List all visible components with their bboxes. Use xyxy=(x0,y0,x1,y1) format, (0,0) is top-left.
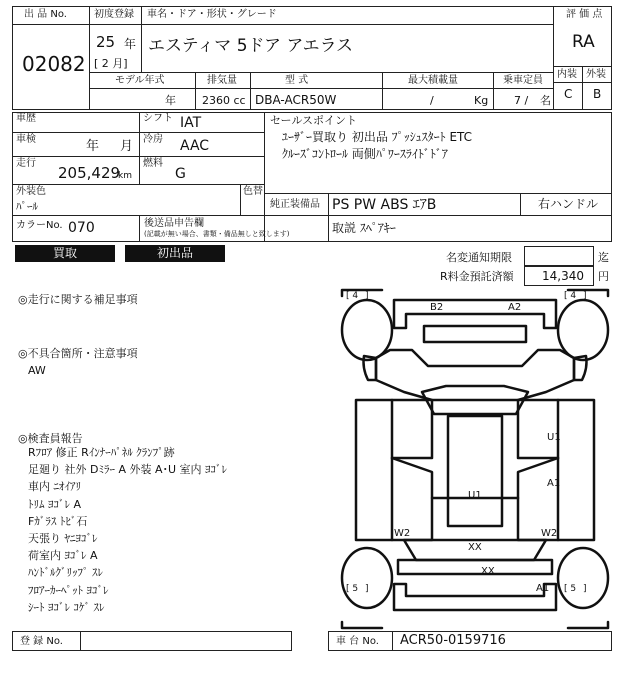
defects-heading: ◎不具合箇所・注意事項 xyxy=(18,347,138,360)
mark-a1-right: A1 xyxy=(547,478,561,489)
displacement-label: 排気量 xyxy=(207,75,237,86)
capacity-label: 乗車定員 xyxy=(503,75,543,86)
recycle-amount: 14,340 xyxy=(542,269,584,283)
recycle-unit: 円 xyxy=(598,270,609,283)
front-right-tag-close: ] xyxy=(582,291,587,301)
equipment-div-2 xyxy=(520,193,521,215)
svg-text:[ 5 ] xyxy=(346,584,368,594)
front-left-tag-close: ] xyxy=(364,291,369,301)
details-rule-5 xyxy=(12,215,612,216)
mark-a2: A2 xyxy=(508,302,522,313)
model-label: 型 式 xyxy=(285,75,309,86)
svg-text:[ 4 ] xyxy=(346,291,368,301)
chassis-label: 車 台 No. xyxy=(336,636,379,647)
details-rule-2 xyxy=(12,156,264,157)
model-year-unit: 年 xyxy=(165,94,176,107)
car-diagram xyxy=(338,288,612,630)
color-no-div xyxy=(139,215,140,242)
steering-value: 右ハンドル xyxy=(538,197,599,211)
front-left-tag: [ 4 xyxy=(346,291,361,301)
inspector-line: Fｶﾞﾗｽ ﾄﾋﾞ石 xyxy=(28,514,88,528)
inspector-line: 荷室内 ﾖｺﾞﾚ A xyxy=(28,549,98,563)
capacity-unit: 名 xyxy=(540,94,551,107)
registration-label: 登 録 No. xyxy=(20,636,63,647)
model-code: DBA-ACR50W xyxy=(255,93,337,107)
recycle-label: R料金預託済額 xyxy=(440,270,514,283)
color-no-label: カラーNo. xyxy=(16,220,63,231)
displacement-value: 2360 cc xyxy=(202,94,246,107)
inspector-line: ﾊﾝﾄﾞﾙｸﾞﾘｯﾌﾟ ｽﾚ xyxy=(28,566,103,580)
inspector-line: 車内 ﾆｵｲｱﾘ xyxy=(28,480,81,494)
grade-rule xyxy=(553,82,612,83)
interior-grade: C xyxy=(564,87,573,101)
inspector-line: Rﾌﾛｱ 修正 Rｲﾝﾅｰﾊﾟﾈﾙ ｸﾗﾝﾌﾟ跡 xyxy=(28,446,175,459)
chassis-number: ACR50-0159716 xyxy=(400,633,506,648)
exterior-label: 外装 xyxy=(586,69,606,80)
first-reg-month: [ 2 月] xyxy=(94,57,128,70)
chassis-div xyxy=(392,631,393,651)
capacity-value: 7 / xyxy=(514,94,529,107)
max-load-sep: / xyxy=(430,94,434,107)
inspection-year: 年 xyxy=(86,139,100,154)
spec-div-4 xyxy=(493,72,494,110)
inspector-line: ﾄﾘﾑ ﾖｺﾞﾚ A xyxy=(28,497,82,511)
first-reg-label: 初度登録 xyxy=(94,9,134,20)
spec-div-2 xyxy=(250,72,251,110)
exterior-color-label: 外装色 xyxy=(16,186,46,197)
car-name-label: 車名・ドア・形状・グレード xyxy=(147,9,277,20)
name-change-label: 名変通知期限 xyxy=(446,251,512,264)
lot-label-rule xyxy=(12,24,89,25)
svg-text:[ 4 ] xyxy=(564,291,586,301)
manual-spare: 取説 ｽﾍﾟｱｷｰ xyxy=(332,221,396,235)
mileage-unit: km xyxy=(118,171,132,181)
color-no-value: 070 xyxy=(68,220,95,236)
ac-label: 冷房 xyxy=(143,134,163,145)
color-change-div-a xyxy=(240,184,241,215)
equipment-div-1 xyxy=(328,193,329,242)
svg-text:[ 5 ] xyxy=(564,584,586,594)
sales-points-line2: ｸﾙｰｽﾞｺﾝﾄﾛｰﾙ 両側ﾊﾟﾜｰｽﾗｲﾄﾞﾄﾞｱ xyxy=(282,147,448,161)
shift-label: シフト xyxy=(143,113,173,124)
rear-right-tag: [ 5 xyxy=(564,584,579,594)
equipment-label: 純正装備品 xyxy=(270,199,320,210)
inspector-line: ﾌﾛｱｰｶｰﾍﾟｯﾄ ﾖｺﾞﾚ xyxy=(28,583,109,597)
ac-value: AAC xyxy=(180,138,210,154)
mileage-label: 走行 xyxy=(16,158,36,169)
name-change-box xyxy=(524,246,594,266)
mileage-value: 205,429 xyxy=(58,164,121,182)
aftermarket-label: 後送品申告欄 xyxy=(144,218,204,229)
mark-u1-right: U1 xyxy=(547,432,561,443)
spec-top-rule xyxy=(89,72,553,73)
name-change-unit: 迄 xyxy=(598,251,609,264)
score-label: 評 価 点 xyxy=(566,9,603,20)
first-reg-rule xyxy=(89,24,553,25)
inspector-heading: ◎検査員報告 xyxy=(18,432,83,445)
mark-xx-rear: XX xyxy=(481,566,495,577)
inspector-line: 足廻り 社外 Dﾐﾗｰ A 外装 A･U 室内 ﾖｺﾞﾚ xyxy=(28,463,228,477)
front-right-tag: [ 4 xyxy=(564,291,579,301)
equipment-value: PS PW ABS ｴｱB xyxy=(332,197,437,213)
details-div-1 xyxy=(139,112,140,184)
details-div-2 xyxy=(264,112,265,242)
sales-points-line1: ﾕｰｻﾞｰ買取り 初出品 ﾌﾟｯｼｭｽﾀｰﾄ ETC xyxy=(282,130,473,144)
score-divider xyxy=(553,6,554,110)
lot-label: 出 品 No. xyxy=(24,9,67,20)
score-mid-divider xyxy=(582,66,583,110)
max-load-label: 最大積載量 xyxy=(408,75,458,86)
max-load-unit: Kg xyxy=(474,94,489,107)
mark-a1-rear: A1 xyxy=(536,583,550,594)
rear-left-tag-close: ] xyxy=(364,584,369,594)
color-change-label: 色替 xyxy=(243,186,263,197)
lot-number: 02082 xyxy=(22,52,86,76)
first-reg-year-unit: 年 xyxy=(124,37,137,51)
inspector-line: ｼｰﾄ ﾖｺﾞﾚ ｺｹﾞ ｽﾚ xyxy=(28,600,105,614)
spec-div-3 xyxy=(382,72,383,110)
inspector-line: 天張り ﾔﾆﾖｺﾞﾚ xyxy=(28,532,98,545)
first-listing-badge: 初出品 xyxy=(125,245,225,262)
purchase-badge: 買取 xyxy=(15,245,115,262)
first-reg-divider xyxy=(141,6,142,72)
first-reg-year: 25 xyxy=(96,33,116,51)
sales-points-label: セールスポイント xyxy=(270,114,358,127)
exterior-color-value: ﾊﾟｰﾙ xyxy=(16,200,38,213)
fuel-label: 燃料 xyxy=(143,158,163,169)
rear-right-tag-close: ] xyxy=(582,584,587,594)
exterior-grade: B xyxy=(593,87,602,101)
details-rule-3 xyxy=(12,184,264,185)
inspection-month: 月 xyxy=(120,139,134,154)
car-name: エスティマ 5ドア アエラス xyxy=(148,36,354,56)
registration-div xyxy=(80,631,81,651)
model-year-label: モデル年式 xyxy=(115,75,165,86)
lot-divider xyxy=(89,6,90,110)
mark-b2: B2 xyxy=(430,302,444,313)
details-rule-1 xyxy=(12,132,264,133)
mark-w2-left: W2 xyxy=(394,528,411,539)
history-label: 車歴 xyxy=(16,113,36,124)
defects-value: AW xyxy=(28,364,46,377)
driving-heading: ◎走行に関する補足事項 xyxy=(18,293,138,306)
inspection-label: 車検 xyxy=(16,134,36,145)
rear-left-tag: [ 5 xyxy=(346,584,361,594)
spec-div-1 xyxy=(195,72,196,110)
mark-xx-floor: XX xyxy=(468,542,482,553)
interior-label: 内装 xyxy=(557,69,577,80)
fuel-value: G xyxy=(175,166,186,182)
aftermarket-note: (記載が無い場合、書類・備品無しと致します) xyxy=(144,230,290,238)
shift-value: IAT xyxy=(180,115,202,131)
mark-w2-right: W2 xyxy=(541,528,558,539)
score-value: RA xyxy=(572,32,595,52)
mark-u1-center: U1 xyxy=(468,490,482,501)
spec-mid-rule xyxy=(89,88,553,89)
details-rule-4 xyxy=(264,193,612,194)
